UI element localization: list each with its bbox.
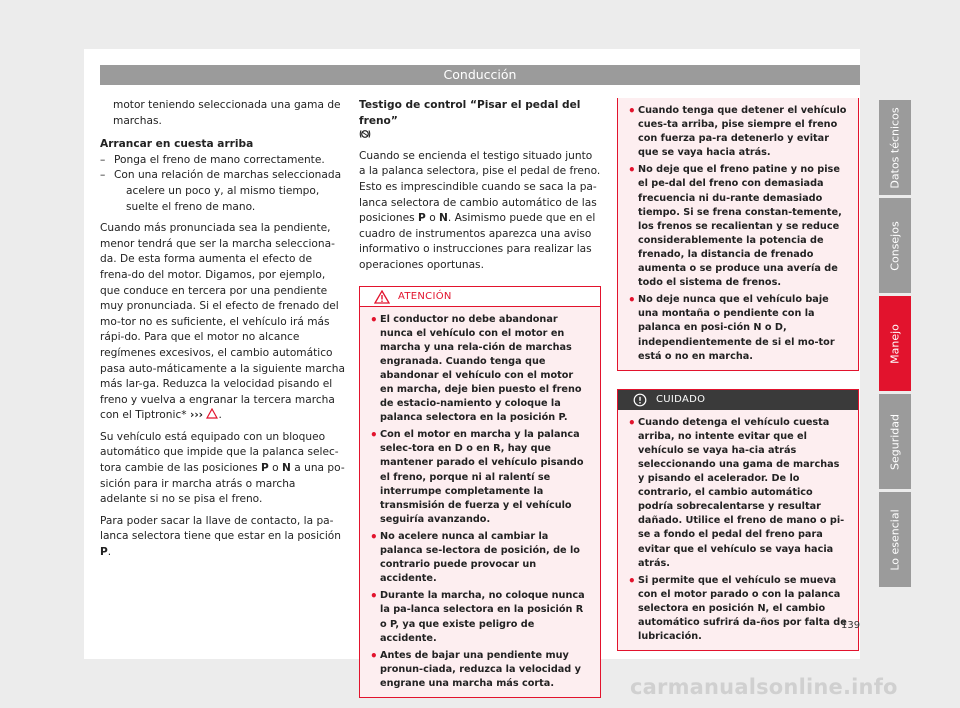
caution-box-header [618, 390, 858, 410]
warning-box [359, 286, 601, 698]
brake-pedal-icon [359, 129, 371, 139]
paragraph-brake: Cuando se encienda el testigo situado junto a la palanca selectora, pise el pedal de freno. Esto es imprescindible cuando se saca la pa-lanca selectora de cambio automático de las posiciones P o N. Asimismo puede que en el cuadro de instrumentos aparezca una aviso informativo o instrucciones para realizar las operaciones oportunas. [359, 149, 601, 271]
caution-item: • Cuando detenga el vehículo cuesta arriba, no intente evitar que el vehículo se vaya ha-cia atrás seleccionando una gama de marchas y pisando el acelerador. De lo contrario, el cambio automático podría sobrecalentarse y resultar dañado. Utilice el freno de mano o pi-se a fondo el pedal del freno para evitar que el vehículo se vaya hacia atrás. [628, 416, 848, 571]
watermark-text: carmanualsonline.info [630, 675, 898, 699]
caution-box-body [618, 410, 861, 651]
warning-item: • Durante la marcha, no coloque nunca la pa-lanca selectora en la posición R o P, ya que existe peligro de accidente. [370, 589, 590, 645]
warning-item: • No deje nunca que el vehículo baje una montaña o pendiente con la palanca en posi-ción N o D, independientemente de si el mo-tor está o no en marcha. [628, 293, 848, 363]
tab-seguridad[interactable]: Seguridad [879, 394, 911, 489]
tab-datos-tecnicos[interactable]: Datos técnicos [879, 100, 911, 195]
tab-consejos[interactable]: Consejos [879, 198, 911, 293]
warning-box-continued [617, 98, 859, 371]
page-header: Conducción [100, 65, 860, 85]
caution-box [617, 389, 859, 652]
paragraph-slope: Cuando más pronunciada sea la pendiente, menor tendrá que ser la marcha selecciona-da. De esta forma aumenta el efecto de frena-do del motor. Digamos, por ejemplo, que conduce en tercera por una pendiente muy pronunciada. Si el efecto de frenado del mo-tor no es suficiente, el vehículo irá más rápi-do. Para que el motor no alcance regímenes excesivos, el cambio automático pasa auto-máticamente a la siguiente marcha más lar-ga. Reduzca la velocidad pisando el freno y vuelva a engranar la tercera marcha con el Tiptronic* ››› . [100, 222, 346, 422]
warning-box-body [360, 307, 600, 697]
tab-lo-esencial[interactable]: Lo esencial [879, 492, 911, 587]
caution-item: • Si permite que el vehículo se mueva con el motor parado o con la palanca selectora en posición N, el cambio automático sufrirá da-ños por falta de lubricación. [628, 574, 848, 644]
warning-box-header [360, 287, 600, 307]
warning-item: • Con el motor en marcha y la palanca selec-tora en D o en R, hay que mantener parado el vehículo pisando el freno, porque ni al ralentí se interrumpe completamente la transmisión de fuerza y el vehículo seguiría avanzando. [370, 428, 590, 527]
warning-item: • No acelere nunca al cambiar la palanca se-lectora de posición, de lo contrario puede provocar un accidente. [370, 530, 590, 586]
warning-box-body [618, 98, 858, 370]
heading-uphill-start: Arrancar en cuesta arriba [100, 138, 254, 151]
column-middle [359, 98, 601, 698]
info-circle-icon [632, 393, 648, 407]
warning-item: • El conductor no debe abandonar nunca el vehículo con el motor en marcha y una rela-ción de marchas engranada. Cuando tenga que abandonar el vehículo con el motor en marcha, deje bien puesto el freno de estacio-namiento y coloque la palanca selectora en la posición P. [370, 313, 590, 426]
warning-triangle-icon [374, 290, 390, 304]
paragraph-lock: Su vehículo está equipado con un bloqueo automático que impide que la palanca selec-tora cambie de las posiciones P o N a una po-sición para ir marcha atrás o marcha adelante si no se pisa el freno. [100, 430, 345, 506]
warning-item: • Antes de bajar una pendiente muy pronun-ciada, reduzca la velocidad y engrane una marcha más corta. [370, 649, 590, 691]
reference-arrows[interactable]: ››› [189, 409, 204, 422]
paragraph-key: Para poder sacar la llave de contacto, la pa-lanca selectora tiene que estar en la posición P. [100, 514, 341, 559]
heading-brake-indicator: Testigo de control “Pisar el pedal del freno” [359, 99, 581, 127]
tab-manejo[interactable]: Manejo [879, 296, 911, 391]
page-number: 139 [841, 620, 861, 631]
column-right [617, 98, 859, 651]
warning-item: • No deje que el freno patine y no pise el pe-dal del freno con demasiada frecuencia ni du-rante demasiado tiempo. Si se frena constan-temente, los frenos se recalientan y se reduce considerablemente la potencia de frenado, la distancia de frenado aumenta o se produce una avería de todo el sistema de frenos. [628, 163, 848, 290]
warning-triangle-icon [206, 408, 218, 419]
paragraph-continuation: motor teniendo seleccionada una gama de marchas. [113, 99, 341, 127]
caution-title: CUIDADO [656, 393, 706, 405]
step-handbrake: – Ponga el freno de mano correctamente. [100, 153, 345, 169]
column-left [100, 98, 345, 567]
warning-title: ATENCIÓN [398, 290, 452, 302]
step-accelerate: – Con una relación de marchas seleccionada acelere un poco y, al mismo tiempo, suelte el freno de mano. [100, 168, 345, 215]
warning-item: • Cuando tenga que detener el vehículo cues-ta arriba, pise siempre el freno con fuerza pa-ra detenerlo y evitar que se vaya hacia atrás. [628, 104, 848, 160]
